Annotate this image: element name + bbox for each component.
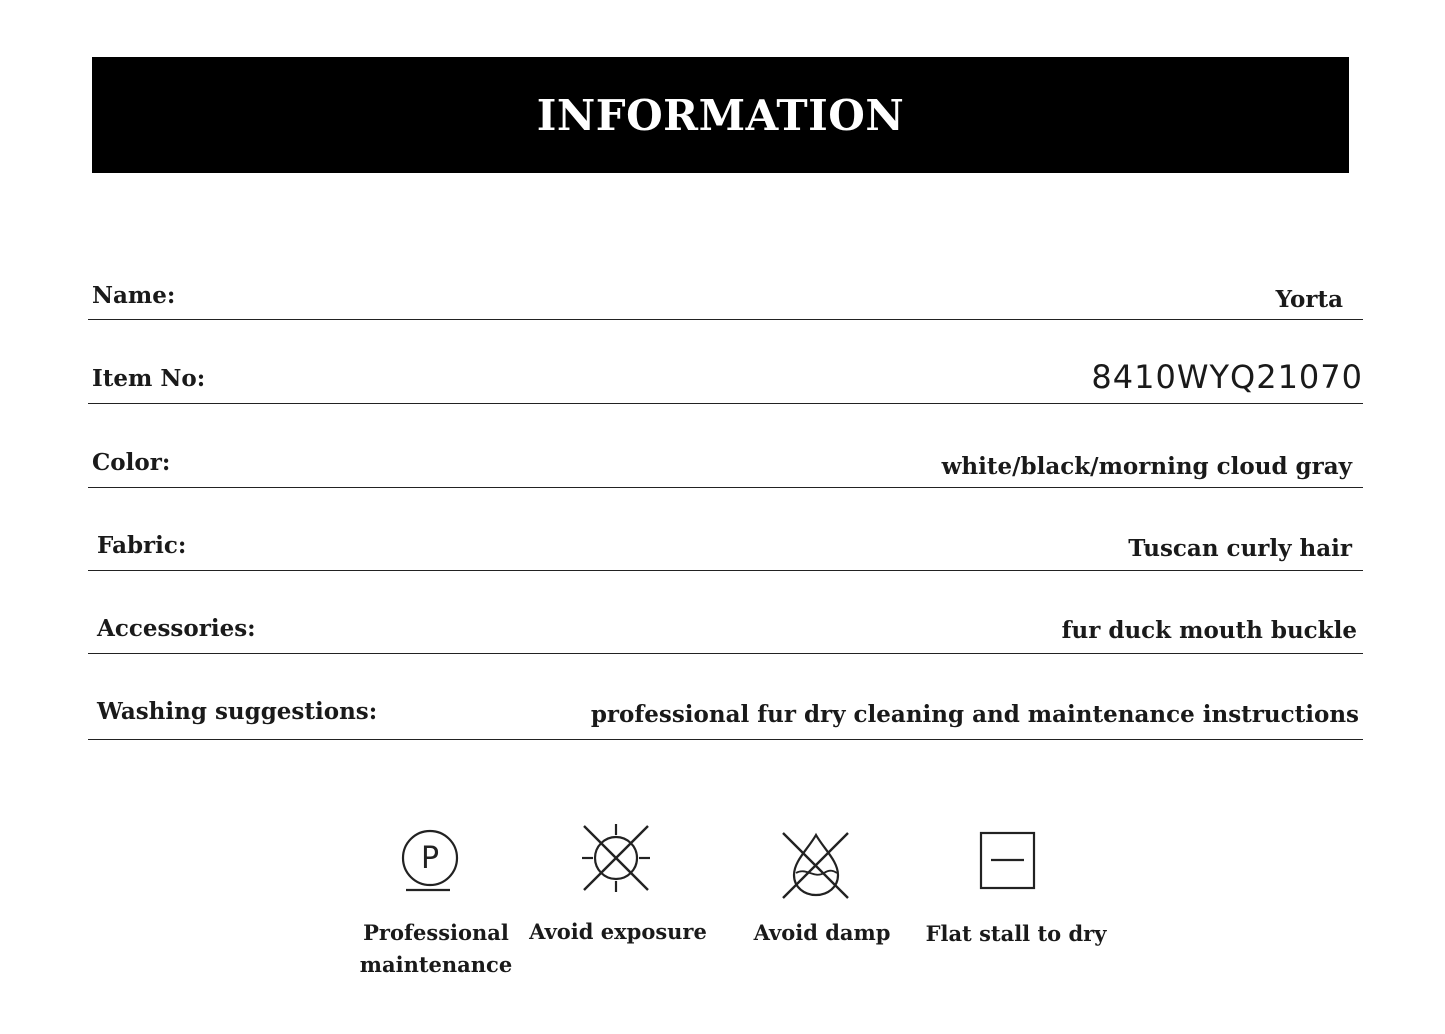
header-bar: [92, 57, 1349, 173]
info-row-fabric: [88, 524, 1363, 571]
fabric-label: Fabric:: [97, 532, 187, 559]
info-row-accessories: [88, 607, 1363, 654]
care-label-flat-dry: Flat stall to dry: [925, 921, 1107, 946]
name-label: Name:: [92, 282, 176, 309]
care-label-professional: [346, 917, 526, 981]
care-label-damp: Avoid damp: [753, 920, 891, 945]
washing-value: professional fur dry cleaning and maintenance instructions: [590, 701, 1359, 728]
care-label-professional-line2: maintenance: [359, 952, 513, 977]
info-row-color: [88, 440, 1363, 488]
fabric-value: Tuscan curly hair: [1128, 535, 1352, 562]
care-label-exposure: Avoid exposure: [529, 919, 707, 944]
color-value: white/black/morning cloud gray: [941, 453, 1352, 480]
info-row-name: [88, 270, 1363, 320]
name-value: Yorta: [1275, 286, 1343, 313]
accessories-label: Accessories:: [97, 615, 256, 642]
no-sun-icon: [578, 822, 654, 894]
svg-text:P: P: [420, 841, 440, 876]
washing-label: Washing suggestions:: [97, 698, 378, 725]
info-row-item-no: [88, 350, 1363, 404]
item-no-label: Item No:: [92, 365, 206, 392]
no-damp-icon: [780, 829, 852, 901]
info-row-washing: [88, 690, 1363, 740]
flat-dry-icon: [978, 830, 1038, 892]
item-no-value: 8410WYQ21070: [1091, 358, 1363, 396]
care-label-professional-line1: Professional: [363, 920, 509, 945]
professional-clean-icon: [396, 826, 466, 896]
page-title: INFORMATION: [536, 90, 905, 140]
accessories-value: fur duck mouth buckle: [1061, 617, 1357, 644]
color-label: Color:: [92, 449, 171, 476]
